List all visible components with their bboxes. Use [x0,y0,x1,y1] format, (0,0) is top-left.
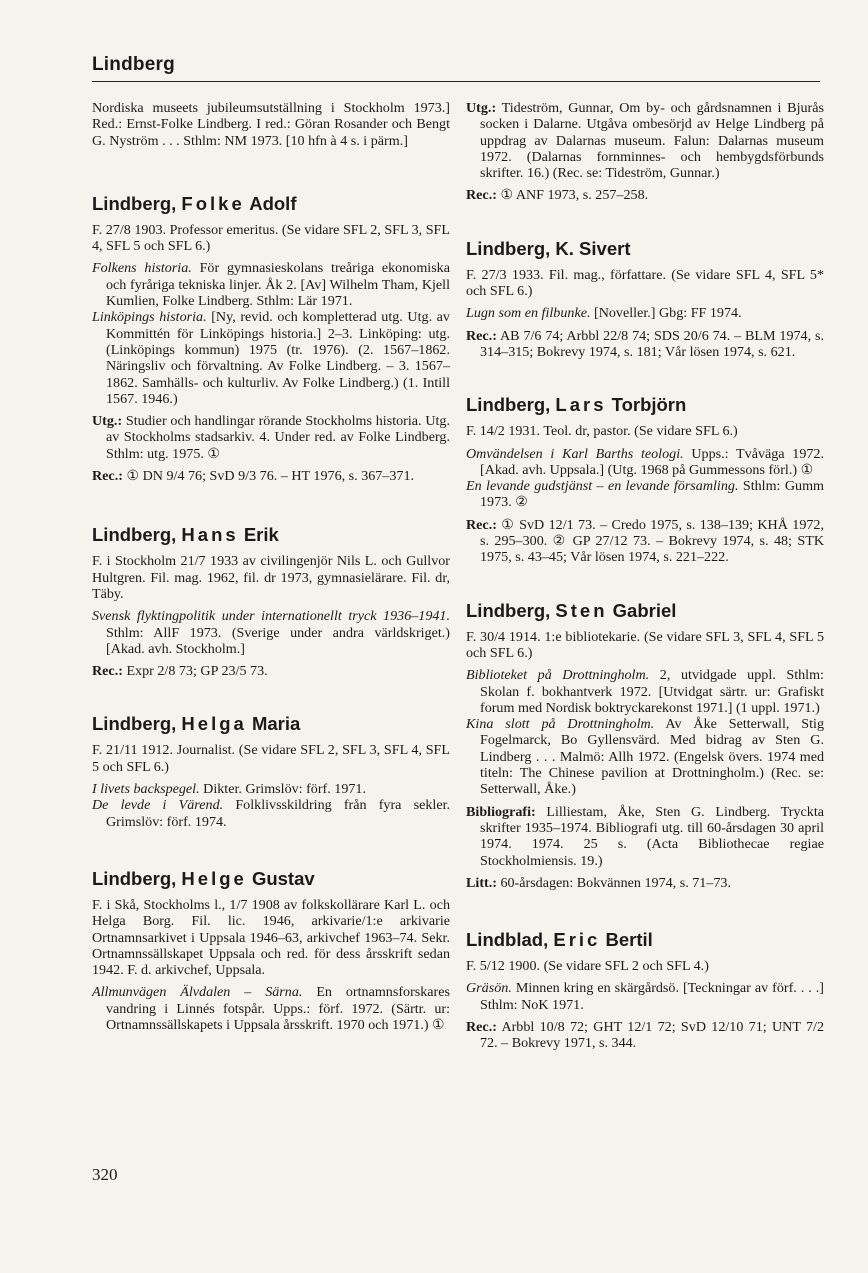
entry-bio: F. 14/2 1931. Teol. dr, pastor. (Se vidare SFL 6.) [466,423,738,440]
review-note: Rec.: ① SvD 12/1 73. – Credo 1975, s. 138–139; KHÅ 1972, s. 295–300. ② GP 27/12 73. – Bokrevy 1974, s. 48; STK 1975, s. 43–45; Vår lösen 1974, s. 221–222. [466,516,824,566]
entry-bio: F. 27/8 1903. Professor emeritus. (Se vidare SFL 2, SFL 3, SFL 4, SFL 5 och SFL 6.) [92,221,450,255]
left-column [92,100,450,1033]
work-item: I livets backspegel. Dikter. Grimslöv: förf. 1971. [92,781,366,798]
utg-note: Utg.: Studier och handlingar rörande Stockholms historia. Utg. av Stockholms stadsarkiv. 4. Under red. av Folke Lindberg. Sthlm: utg. 1975. ① [92,413,450,462]
entry-bio: F. 5/12 1900. (Se vidare SFL 2 och SFL 4.) [466,958,709,975]
entry-hans-erik [92,524,450,679]
entry-heading: Lindberg, Folke Adolf [92,192,297,214]
entry-bio: F. 27/3 1933. Fil. mag., författare. (Se vidare SFL 4, SFL 5* och SFL 6.) [466,266,824,300]
entry-helge-gustav [92,868,450,1033]
utg-note: Utg.: Tideström, Gunnar, Om by- och gårdsnamnen i Bjurås socken i Dalarne. Utgåva ombesörjd av Helge Lindberg på uppdrag av Dalarnas museum. Falun: Dalarnas museum 1972. (Dalarnas fornminnes- och hembygdsförbunds skrifter. 16.) (Rec. se: Tideström, Gunnar.) [466,100,824,182]
work-item: Gräsön. Minnen kring en skärgårdsö. [Teckningar av förf. . . .] Sthlm: NoK 1971. [466,980,825,1013]
work-item: Omvändelsen i Karl Barths teologi. Upps.: Tvåväga 1972. [Akad. avh. Uppsala.] (Utg. 1968 på Gummessons förl.) ① [466,445,824,478]
entry-bio: F. 21/11 1912. Journalist. (Se vidare SFL 2, SFL 3, SFL 4, SFL 5 och SFL 6.) [92,742,450,775]
review-note: Rec.: ① ANF 1973, s. 257–258. [466,187,649,204]
review-note: Rec.: AB 7/6 74; Arbbl 22/8 74; SDS 20/6 74. – BLM 1974, s. 314–315; Bokrevy 1974, s. 181; Vår lösen 1974, s. 621. [466,327,824,360]
entry-heading: Lindberg, Lars Torbjörn [466,394,687,416]
entry-lars-torbjorn [466,394,824,565]
entry-eric-bertil [466,929,824,1051]
work-item: Svensk flyktingpolitik under internationellt tryck 1936–1941. Sthlm: AllF 1973. (Sverige under andra världskriget.) [Akad. avh. Stockholm.] [92,608,450,657]
entry-helga-maria [92,713,450,829]
review-note: Rec.: Expr 2/8 73; GP 23/5 73. [92,663,268,680]
entry-bio: F. 30/4 1914. 1:e bibliotekarie. (Se vidare SFL 3, SFL 4, SFL 5 och SFL 6.) [466,628,824,661]
entry-k-sivert [466,238,824,360]
work-item: Biblioteket på Drottningholm. 2, utvidgade uppl. Sthlm: Skolan f. bokhantverk 1972. [Utvidgat särtr. ur: Grafiskt forum med Nordisk boktryckarekonst 1971.] (1 uppl. 1971.) [466,667,824,716]
entry-heading: Lindberg, Sten Gabriel [466,599,677,621]
header-rule [92,81,820,82]
entry-folke-adolf [92,193,450,484]
work-item: En levande gudstjänst – en levande församling. Sthlm: Gumm 1973. ② [466,478,824,511]
review-note: Rec.: ① DN 9/4 76; SvD 9/3 76. – HT 1976, s. 367–371. [92,468,415,485]
work-item: Linköpings historia. [Ny, revid. och kompletterad utg. Utg. av Kommittén för Linköpings historia.] 2–3. Linköping: utg. (Linköpings kommun) 1975 (tr. 1976). (2. 1567–1862. Näringsliv och förvaltning. Av Folke Lindberg. – 3. 1567–1862. Samhälls- och kulturliv. Av Folke Lindberg.) (1. Intill 1567. 1946.) [92,309,450,407]
page-number: 320 [92,1165,118,1184]
entry-heading: Lindberg, K. Sivert [466,237,631,259]
work-item: Lugn som en filbunke. [Noveller.] Gbg: FF 1974. [466,305,742,322]
intro-text: Nordiska museets jubileumsutställning i Stockholm 1973.] Red.: Ernst-Folke Lindberg. I red.: Göran Rosander och Bengt G. Nyström . . . Sthlm: NM 1973. [10 hfn à 4 s. i pärm.] [92,100,450,149]
work-item: De levde i Värend. Folklivsskildring från fyra sekler. Grimslöv: förf. 1974. [92,797,451,830]
entry-heading: Lindberg, Helga Maria [92,713,301,735]
work-item: Kina slott på Drottningholm. Av Åke Setterwall, Stig Fogelmarck, Bo Gyllensvärd. Med bidrag av Sten G. Lindberg . . . Malmö: Allh 1972. (Engelsk övers. 1974 med titeln: The Chinese pavilion at Drottningholm.) (Rec. se: Setterwall, Åke.) [466,716,825,798]
entry-heading: Lindberg, Helge Gustav [92,867,315,889]
work-item: Folkens historia. För gymnasieskolans treåriga ekonomiska och fyråriga tekniska linjer. Åk 2. [Av] Wilhelm Tham, Kjell Kumlien, Folke Lindberg. Sthlm: Lär 1971. [92,260,450,310]
running-header: Lindberg [92,54,175,75]
entry-bio: F. i Stockholm 21/7 1933 av civilingenjör Nils L. och Gullvor Hultgren. Fil. mag. 1962, fil. dr 1973, gymnasielärare. Fil. dr, Täby. [92,553,450,602]
review-note: Rec.: Arbbl 10/8 72; GHT 12/1 72; SvD 12/10 71; UNT 7/2 72. – Bokrevy 1971, s. 344. [466,1018,825,1052]
entry-heading: Lindberg, Hans Erik [92,524,279,546]
work-item: Allmunvägen Älvdalen – Särna. En ortnamnsforskares vandring i Linnés fotspår. Upps.: förf. 1972. (Särtr. ur: Ortnamnssällskapets i Uppsala årsskrift. 1970 och 1971.) ① [92,984,450,1033]
entry-heading: Lindblad, Eric Bertil [466,929,653,951]
entry-sten-gabriel [466,600,824,891]
literature-note: Litt.: 60-årsdagen: Bokvännen 1974, s. 71–73. [466,874,732,891]
right-column [466,100,824,1052]
bibliography-note: Bibliografi: Lilliestam, Åke, Sten G. Lindberg. Tryckta skrifter 1935–1974. Bibliografi utg. till 60-årsdagen 30 april 1974. 1974. 25 s. (Acta Bibliothecae regiae Stockholmiensis. 19.) [466,803,824,869]
entry-bio: F. i Skå, Stockholms l., 1/7 1908 av folkskollärare Karl L. och Helga Borg. Fil. lic. 1946, arkivarie/1:e arkivarie Ortnamnsarkivet i Uppsala 1946–63, arkivchef 1963–74. Sekr. Ortnamnssällskapet Uppsala och red. för dess årsskrift sedan 1942. F. d. arkivchef, Uppsala. [92,896,450,979]
